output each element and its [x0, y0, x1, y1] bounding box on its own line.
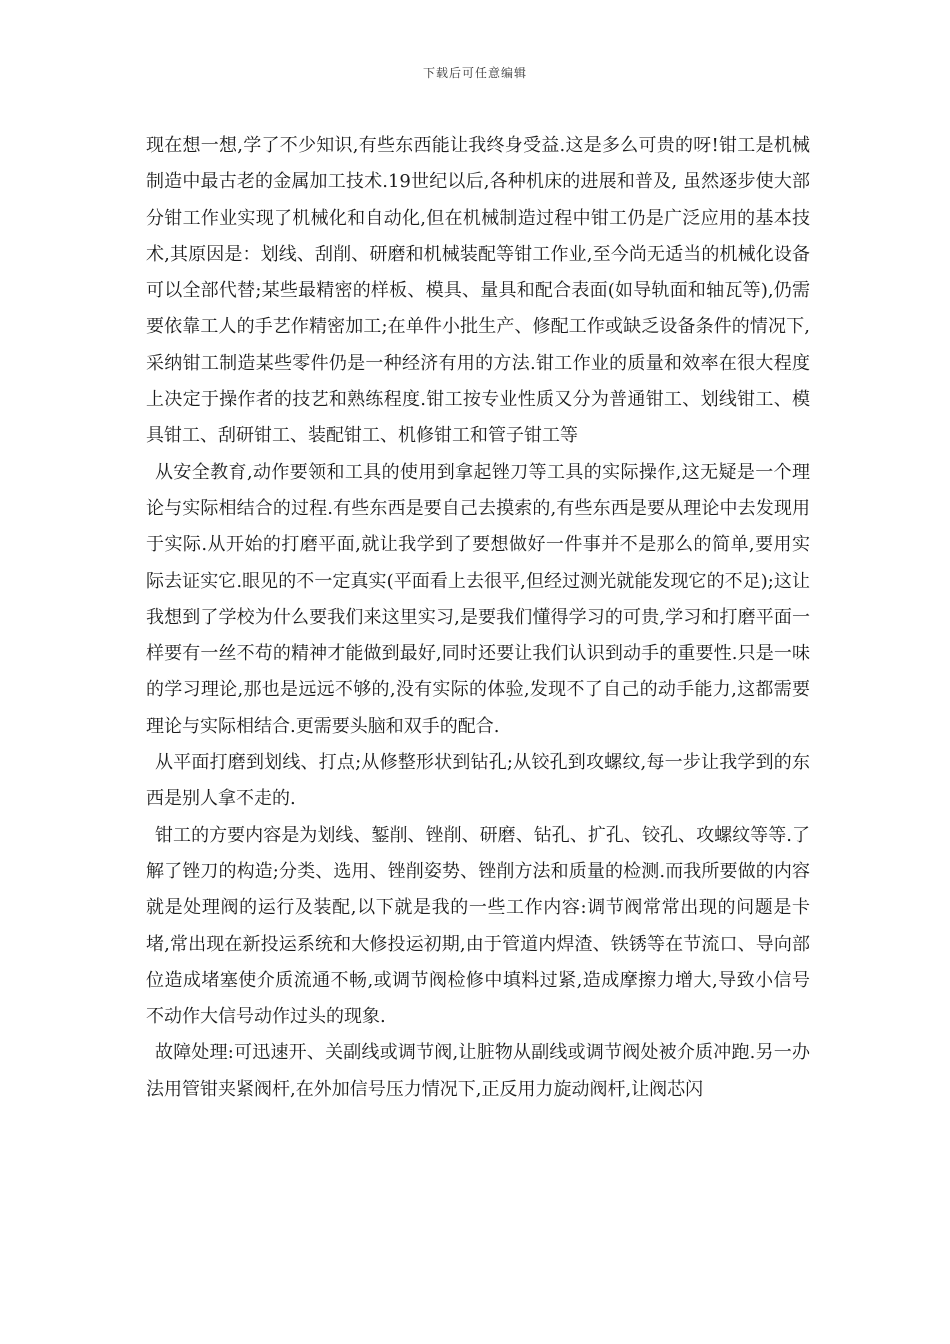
paragraph-4: 钳工的方要内容是为划线、錾削、锉削、研磨、钻孔、扩孔、铰孔、攻螺纹等等.了解了锉刀的构造;分类、选用、锉削姿势、锉削方法和质量的检测.而我所要做的内容就是处理阀的运行及装配,以下就是我的一些工作内容:调节阀常常出现的问题是卡堵,常出现在新投运系统和大修投运初期,由于管道内焊渣、铁锈等在节流口、导向部位造成堵塞使介质流通不畅,或调节阀检修中填料过紧,造成摩擦力增大,导致小信号不动作大信号动作过头的现象.: [146, 824, 810, 1028]
document-body: [146, 128, 810, 1108]
page-header-note: 下载后可任意编辑: [422, 66, 527, 80]
paragraph-1: 现在想一想,学了不少知识,有些东西能让我终身受益.这是多么可贵的呀!钳工是机械制造中最古老的金属加工技术.19世纪以后,各种机床的进展和普及, 虽然逐步使大部分钳工作业实现了机械化和自动化,但在机械制造过程中钳工仍是广泛应用的基本技术,其原因是：划线、刮削、研磨和机械装配等钳工作业,至今尚无适当的机械化设备可以全部代替;某些最精密的样板、模具、量具和配合表面(如导轨面和轴瓦等),仍需要依靠工人的手艺作精密加工;在单件小批生产、修配工作或缺乏设备条件的情况下,采纳钳工制造某些零件仍是一种经济有用的方法.钳工作业的质量和效率在很大程度上决定于操作者的技艺和熟练程度.钳工按专业性质又分为普通钳工、划线钳工、模具钳工、刮研钳工、装配钳工、机修钳工和管子钳工等: [146, 135, 810, 447]
paragraph-5: 故障处理:可迅速开、关副线或调节阀,让脏物从副线或调节阀处被介质冲跑.另一办法用管钳夹紧阀杆,在外加信号压力情况下,正反用力旋动阀杆,让阀芯闪: [146, 1042, 810, 1100]
paragraph-2: 从安全教育,动作要领和工具的使用到拿起锉刀等工具的实际操作,这无疑是一个理论与实际相结合的过程.有些东西是要自己去摸索的,有些东西是要从理论中去发现用于实际.从开始的打磨平面,就让我学到了要想做好一件事并不是那么的简单,要用实际去证实它.眼见的不一定真实(平面看上去很平,但经过测光就能发现它的不足);这让我想到了学校为什么要我们来这里实习,是要我们懂得学习的可贵,学习和打磨平面一样要有一丝不苟的精神才能做到最好,同时还要让我们认识到动手的重要性.只是一味的学习理论,那也是远远不够的,没有实际的体验,发现不了自己的动手能力,这都需要理论与实际相结合.更需要头脑和双手的配合.: [146, 461, 810, 737]
paragraph-3: 从平面打磨到划线、打点;从修整形状到钻孔;从铰孔到攻螺纹,每一步让我学到的东西是别人拿不走的.: [146, 752, 810, 810]
